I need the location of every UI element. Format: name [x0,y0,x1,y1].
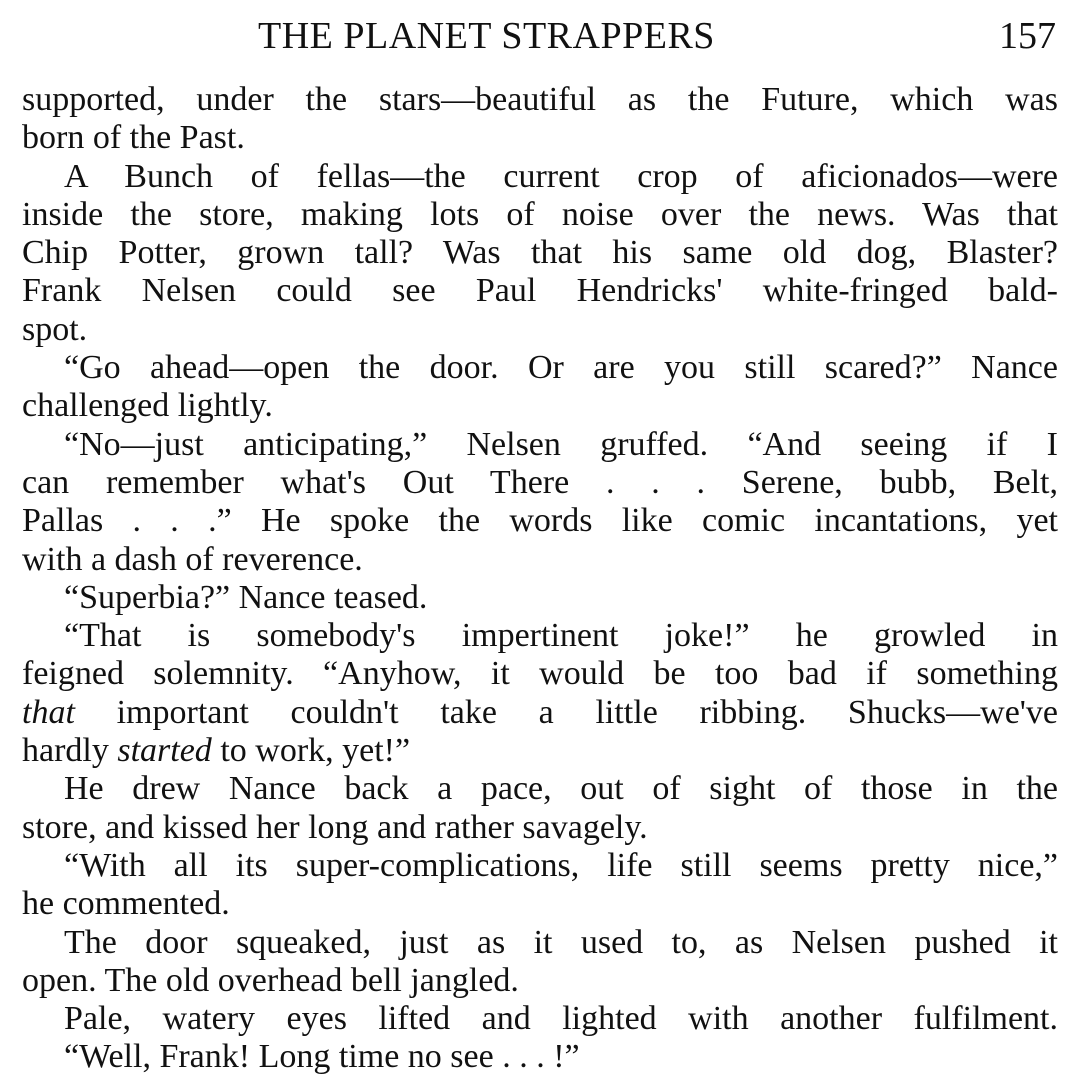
text-line: challenged lightly. [22,387,273,425]
text-line: he commented. [22,885,230,923]
text-line: with a dash of reverence. [22,540,363,578]
text-line: that important couldn't take a little ribbing. Shucks—we've [22,693,1058,731]
text-line: inside the store, making lots of noise over the news. Was that [22,195,1058,233]
text-line: spot. [22,310,88,348]
text-line: Pale, watery eyes lifted and lighted with another fulfilment. [64,1000,1058,1038]
text-line: He drew Nance back a pace, out of sight of those in the [64,770,1058,808]
text-line: “Well, Frank! Long time no see . . . !” [64,1038,580,1076]
text-line: hardly started to work, yet!” [22,732,411,770]
text-line: supported, under the stars—beautiful as the Future, which was [22,81,1058,118]
page-header [0,14,1080,58]
emphasis: that [22,693,75,731]
page-number: 157 [999,15,1056,57]
text-line: Frank Nelsen could see Paul Hendricks' white-fringed bald- [22,272,1058,310]
emphasis: started [117,732,212,770]
text-line: “With all its super-complications, life still seems pretty nice,” [64,846,1058,884]
body-text [22,81,1058,1077]
text-line: Chip Potter, grown tall? Was that his same old dog, Blaster? [22,234,1058,272]
text-line: Pallas . . .” He spoke the words like comic incantations, yet [22,502,1058,540]
text-line: “No—just anticipating,” Nelsen gruffed. “And seeing if I [64,425,1058,463]
text-line: open. The old overhead bell jangled. [22,961,519,999]
text-line: The door squeaked, just as it used to, as Nelsen pushed it [64,923,1058,961]
text-line: feigned solemnity. “Anyhow, it would be too bad if something [22,655,1058,693]
text-line: store, and kissed her long and rather savagely. [22,808,648,846]
text-line: can remember what's Out There . . . Serene, bubb, Belt, [22,463,1058,501]
text-line: “Superbia?” Nance teased. [64,578,428,616]
text-line: “That is somebody's impertinent joke!” he growled in [64,617,1058,655]
text-line: A Bunch of fellas—the current crop of aficionados—were [64,157,1058,195]
running-title: THE PLANET STRAPPERS [258,15,715,57]
text-line: born of the Past. [22,119,245,157]
text-line: “Go ahead—open the door. Or are you still scared?” Nance [64,349,1058,387]
